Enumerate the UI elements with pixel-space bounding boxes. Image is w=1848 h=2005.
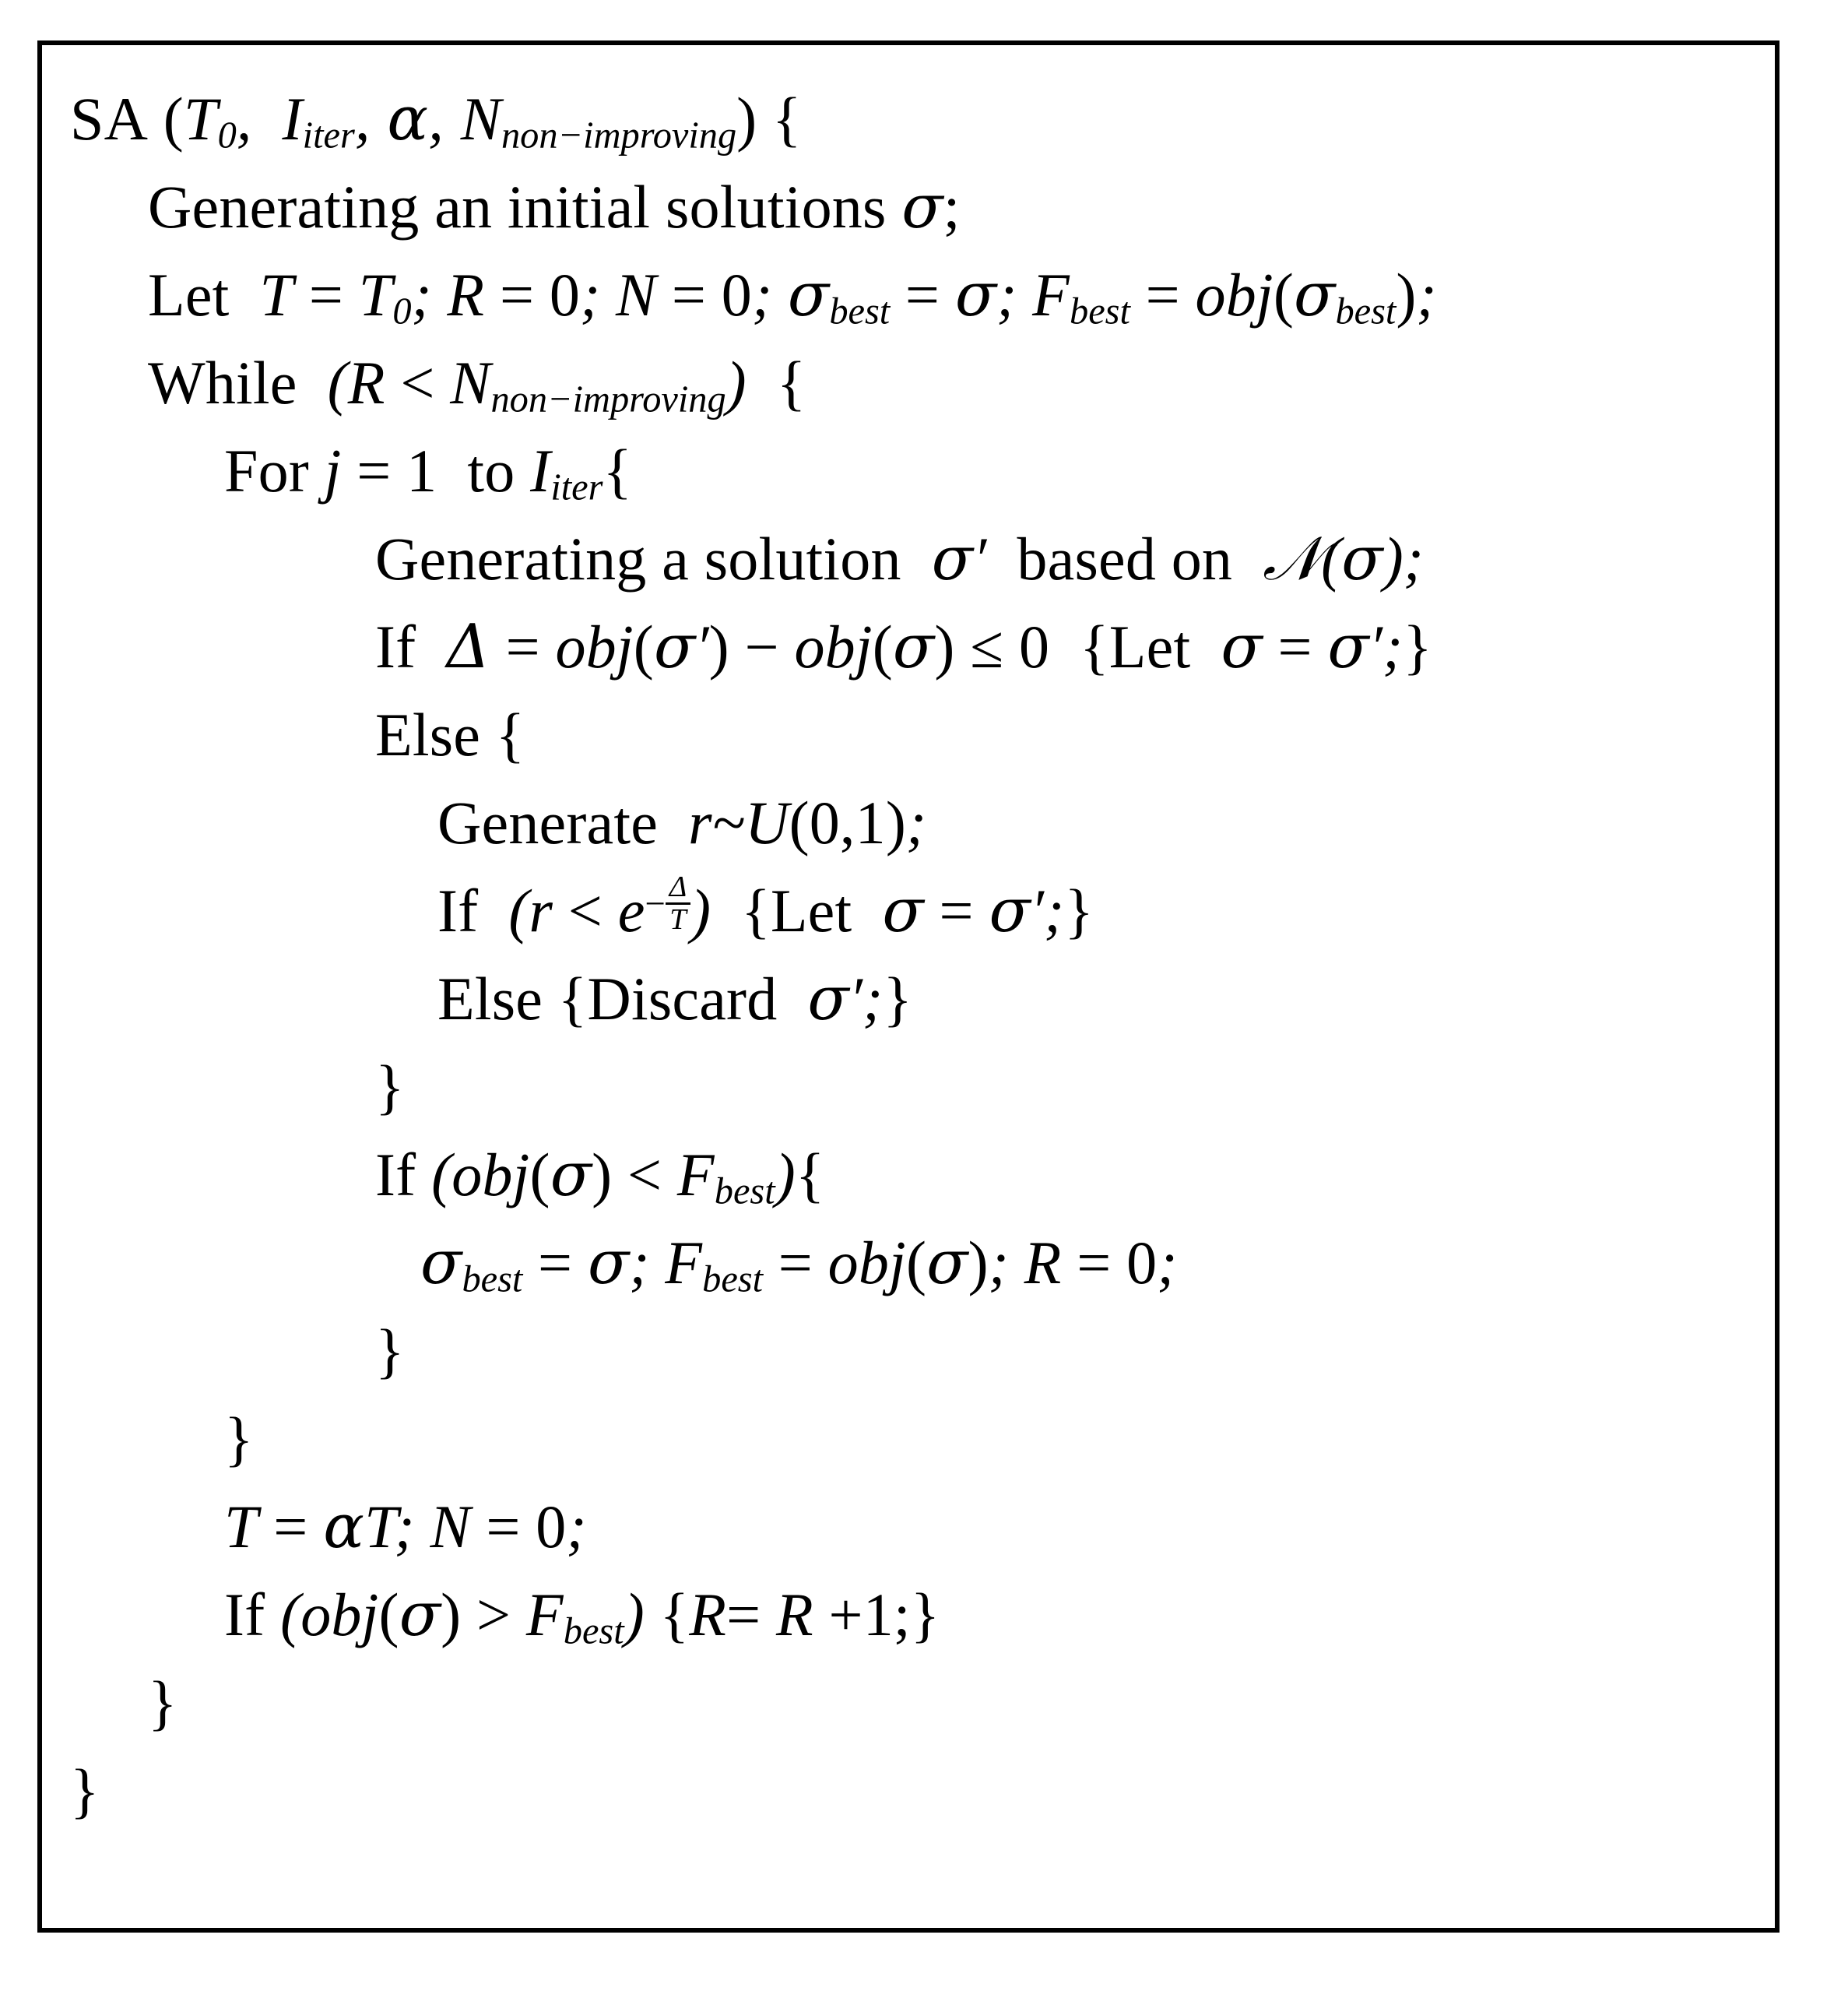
code-line-if-metropolis: If (r < e− $\frac{\Delta}{T}$ ) {Let σ = σ′;} (437, 871, 1094, 946)
code-line-signature: SA ($T_0$, $I_{iter}$, α, $N_{non-improving}$) { (70, 84, 802, 157)
code-line-for-loop: For j = 1 to $I_{iter}${ (224, 437, 633, 508)
code-line-while-loop: While $(R < N_{non-improving})$ { (148, 349, 806, 420)
code-line-if-not-improved: If $(obj(\sigma) > F_{best})$ {R= R +1;} (224, 1580, 940, 1652)
code-line-close-while: } (148, 1669, 177, 1736)
code-line-else-discard: Else {Discard σ′;} (437, 964, 912, 1034)
code-line-generate-random: Generate r~U(0,1); (437, 789, 927, 857)
pseudocode-body (42, 45, 1775, 1928)
code-line-update-best: $\sigma_{best} = \sigma$; $F_{best} = obj(\sigma)$; R = 0; (420, 1228, 1178, 1300)
algorithm-box (37, 40, 1779, 1933)
code-line-generate-initial-solution: Generating an initial solutions σ; (148, 172, 961, 242)
code-line-generate-neighbour: Generating a solution σ′ based on 𝒩(σ); (375, 524, 1425, 594)
code-line-close-procedure: } (70, 1757, 100, 1824)
code-line-close-if-improved: } (375, 1317, 405, 1384)
code-line-cool-down: T = αT; N = 0; (224, 1492, 587, 1562)
code-line-close-for: } (224, 1405, 254, 1472)
code-line-let-initialize: Let $T = T_0$; R = 0; N = 0; $\sigma_{best} = \sigma$; $F_{best} = obj(\sigma_{best})$; (148, 260, 1437, 332)
code-line-else-open: Else { (375, 701, 525, 769)
code-line-if-delta: If Δ = obj(σ′) − obj(σ) ≤ 0 {Let σ = σ′;} (375, 612, 1432, 682)
code-line-close-else: } (375, 1053, 405, 1120)
code-line-if-improved: If $(obj(\sigma) < F_{best})${ (375, 1140, 825, 1212)
